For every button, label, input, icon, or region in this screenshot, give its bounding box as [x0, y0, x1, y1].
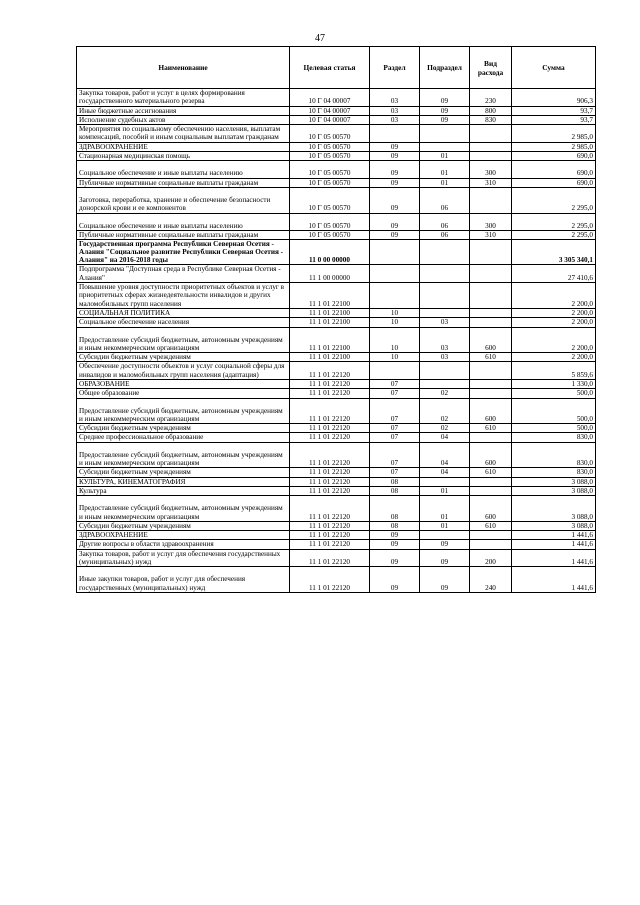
- table-row: [77, 115, 596, 124]
- row-amount: 690,0: [512, 152, 596, 161]
- row-amount: 3 088,0: [512, 477, 596, 486]
- row-section: 03: [370, 89, 420, 107]
- row-name: Стационарная медицинская помощь: [77, 152, 290, 161]
- table-row: [77, 308, 596, 317]
- row-target-article: 11 1 01 22120: [290, 433, 370, 442]
- row-name: Субсидии бюджетным учреждениям: [77, 521, 290, 530]
- row-name: Повышение уровня доступности приоритетных объектов и услуг в приоритетных сферах жизнедеятельности инвалидов и других маломобильных групп населения: [77, 283, 290, 309]
- table-row: [77, 89, 596, 107]
- row-name: Предоставление субсидий бюджетным, автономным учреждениям и иным некоммерческим организациям: [77, 442, 290, 468]
- row-target-article: 11 1 01 22120: [290, 362, 370, 380]
- row-target-article: 10 Г 04 00007: [290, 89, 370, 107]
- table-row: [77, 353, 596, 362]
- row-amount: 2 295,0: [512, 187, 596, 213]
- row-subsection: [420, 308, 470, 317]
- row-subsection: [420, 531, 470, 540]
- row-section: 09: [370, 178, 420, 187]
- row-subsection: 02: [420, 424, 470, 433]
- row-subsection: [420, 265, 470, 283]
- row-amount: 1 441,6: [512, 567, 596, 593]
- row-subsection: 04: [420, 442, 470, 468]
- row-name: Социальное обеспечение и иные выплаты населению: [77, 213, 290, 230]
- row-target-article: 11 1 01 22120: [290, 380, 370, 389]
- row-amount: 1 441,6: [512, 549, 596, 567]
- row-target-article: 11 1 01 22120: [290, 424, 370, 433]
- table-row: [77, 142, 596, 151]
- row-section: 10: [370, 308, 420, 317]
- row-name: Культура: [77, 486, 290, 495]
- row-section: [370, 362, 420, 380]
- table-row: [77, 380, 596, 389]
- table-row: [77, 531, 596, 540]
- table-row: [77, 178, 596, 187]
- row-subsection: [420, 125, 470, 143]
- row-target-article: 11 1 01 22120: [290, 477, 370, 486]
- row-subsection: 01: [420, 486, 470, 495]
- row-section: 07: [370, 398, 420, 424]
- row-subsection: 03: [420, 353, 470, 362]
- row-section: 09: [370, 187, 420, 213]
- row-name: Социальное обеспечение населения: [77, 318, 290, 327]
- row-expense-type: [470, 486, 512, 495]
- row-expense-type: [470, 531, 512, 540]
- row-section: 09: [370, 567, 420, 593]
- table-row: [77, 424, 596, 433]
- header-target-article: Целевая статья: [290, 47, 370, 89]
- row-name: Заготовка, переработка, хранение и обеспечение безопасности донорской крови и ее компонентов: [77, 187, 290, 213]
- row-subsection: 01: [420, 178, 470, 187]
- row-section: 03: [370, 115, 420, 124]
- row-subsection: [420, 362, 470, 380]
- table-row: [77, 213, 596, 230]
- row-expense-type: [470, 125, 512, 143]
- table-row: [77, 161, 596, 178]
- row-expense-type: 610: [470, 424, 512, 433]
- table-row: [77, 389, 596, 398]
- row-subsection: 02: [420, 389, 470, 398]
- row-section: 08: [370, 477, 420, 486]
- row-subsection: 06: [420, 230, 470, 239]
- header-amount: Сумма: [512, 47, 596, 89]
- row-target-article: 10 Г 05 00570: [290, 142, 370, 151]
- row-section: 09: [370, 540, 420, 549]
- table-row: [77, 187, 596, 213]
- row-name: Публичные нормативные социальные выплаты гражданам: [77, 178, 290, 187]
- row-expense-type: [470, 308, 512, 317]
- row-subsection: 09: [420, 106, 470, 115]
- row-expense-type: 600: [470, 496, 512, 522]
- row-name: Субсидии бюджетным учреждениям: [77, 468, 290, 477]
- row-amount: 906,3: [512, 89, 596, 107]
- row-name: Подпрограмма "Доступная среда в Республике Северная Осетия - Алания": [77, 265, 290, 283]
- row-subsection: 09: [420, 89, 470, 107]
- row-name: Закупка товаров, работ и услуг в целях формирования государственного материального резерва: [77, 89, 290, 107]
- row-target-article: 10 Г 05 00570: [290, 161, 370, 178]
- table-row: [77, 125, 596, 143]
- row-section: 09: [370, 161, 420, 178]
- row-subsection: 03: [420, 327, 470, 353]
- row-subsection: 01: [420, 521, 470, 530]
- row-subsection: 04: [420, 468, 470, 477]
- row-target-article: 11 1 01 22120: [290, 496, 370, 522]
- row-section: 10: [370, 327, 420, 353]
- row-amount: 2 985,0: [512, 142, 596, 151]
- header-name: Наименование: [77, 47, 290, 89]
- row-amount: 93,7: [512, 115, 596, 124]
- table-row: [77, 521, 596, 530]
- row-amount: 2 295,0: [512, 213, 596, 230]
- row-subsection: 09: [420, 549, 470, 567]
- row-target-article: 10 Г 05 00570: [290, 187, 370, 213]
- row-subsection: 06: [420, 213, 470, 230]
- table-row: [77, 240, 596, 265]
- budget-table: [76, 46, 596, 593]
- table-row: [77, 567, 596, 593]
- row-target-article: 10 Г 05 00570: [290, 125, 370, 143]
- row-amount: 500,0: [512, 389, 596, 398]
- table-header-row: [77, 47, 596, 89]
- row-section: 09: [370, 152, 420, 161]
- row-expense-type: [470, 362, 512, 380]
- row-target-article: 11 1 00 00000: [290, 265, 370, 283]
- row-subsection: 04: [420, 433, 470, 442]
- row-subsection: [420, 380, 470, 389]
- row-amount: 1 441,6: [512, 540, 596, 549]
- table-row: [77, 477, 596, 486]
- row-section: 08: [370, 496, 420, 522]
- row-expense-type: 610: [470, 521, 512, 530]
- row-expense-type: 310: [470, 230, 512, 239]
- row-expense-type: [470, 540, 512, 549]
- row-section: 09: [370, 549, 420, 567]
- row-target-article: 11 1 01 22120: [290, 398, 370, 424]
- row-section: 09: [370, 230, 420, 239]
- row-expense-type: [470, 477, 512, 486]
- row-expense-type: 200: [470, 549, 512, 567]
- row-target-article: 11 1 01 22120: [290, 540, 370, 549]
- row-subsection: 01: [420, 152, 470, 161]
- row-amount: 3 088,0: [512, 496, 596, 522]
- row-target-article: 10 Г 05 00570: [290, 213, 370, 230]
- row-expense-type: 830: [470, 115, 512, 124]
- row-section: 03: [370, 106, 420, 115]
- row-section: 10: [370, 318, 420, 327]
- row-name: Государственная программа Республики Северная Осетия - Алания "Социальное развитие Республики Северная Осетия - Алания" на 2016-2018 годы: [77, 240, 290, 265]
- row-section: [370, 283, 420, 309]
- row-amount: 2 200,0: [512, 318, 596, 327]
- table-row: [77, 327, 596, 353]
- row-subsection: 03: [420, 318, 470, 327]
- row-target-article: 11 1 01 22120: [290, 549, 370, 567]
- row-amount: 3 305 340,1: [512, 240, 596, 265]
- page-number: 47: [315, 33, 325, 44]
- row-target-article: 10 Г 05 00570: [290, 230, 370, 239]
- row-target-article: 11 0 00 00000: [290, 240, 370, 265]
- table-row: [77, 318, 596, 327]
- row-amount: 690,0: [512, 178, 596, 187]
- row-expense-type: 230: [470, 89, 512, 107]
- row-amount: 2 200,0: [512, 283, 596, 309]
- row-subsection: 01: [420, 161, 470, 178]
- row-target-article: 10 Г 04 00007: [290, 106, 370, 115]
- row-amount: 1 330,0: [512, 380, 596, 389]
- row-expense-type: [470, 283, 512, 309]
- row-section: 07: [370, 380, 420, 389]
- row-section: [370, 240, 420, 265]
- header-expense-type: Вид расхода: [470, 47, 512, 89]
- row-expense-type: [470, 187, 512, 213]
- row-target-article: 10 Г 04 00007: [290, 115, 370, 124]
- row-subsection: 09: [420, 540, 470, 549]
- row-subsection: [420, 240, 470, 265]
- row-name: Публичные нормативные социальные выплаты гражданам: [77, 230, 290, 239]
- row-name: Субсидии бюджетным учреждениям: [77, 424, 290, 433]
- table-row: [77, 106, 596, 115]
- row-amount: 500,0: [512, 424, 596, 433]
- table-row: [77, 152, 596, 161]
- row-expense-type: 610: [470, 468, 512, 477]
- row-amount: 93,7: [512, 106, 596, 115]
- row-target-article: 11 1 01 22100: [290, 327, 370, 353]
- row-subsection: 06: [420, 187, 470, 213]
- row-expense-type: [470, 389, 512, 398]
- row-name: КУЛЬТУРА, КИНЕМАТОГРАФИЯ: [77, 477, 290, 486]
- row-section: 10: [370, 353, 420, 362]
- row-expense-type: 600: [470, 327, 512, 353]
- row-section: 09: [370, 142, 420, 151]
- row-name: Мероприятия по социальному обеспечению населения, выплатам компенсаций, пособий и иным социальным выплатам гражданам: [77, 125, 290, 143]
- row-expense-type: [470, 152, 512, 161]
- row-subsection: 01: [420, 496, 470, 522]
- row-name: Предоставление субсидий бюджетным, автономным учреждениям и иным некоммерческим организациям: [77, 327, 290, 353]
- table-row: [77, 496, 596, 522]
- table-row: [77, 540, 596, 549]
- table-row: [77, 442, 596, 468]
- row-target-article: 11 1 01 22100: [290, 353, 370, 362]
- row-amount: 27 410,6: [512, 265, 596, 283]
- row-expense-type: 310: [470, 178, 512, 187]
- row-amount: 2 200,0: [512, 308, 596, 317]
- table-row: [77, 362, 596, 380]
- row-section: 09: [370, 531, 420, 540]
- row-expense-type: [470, 318, 512, 327]
- row-section: 08: [370, 521, 420, 530]
- row-name: Социальное обеспечение и иные выплаты населению: [77, 161, 290, 178]
- row-expense-type: 800: [470, 106, 512, 115]
- row-subsection: 09: [420, 115, 470, 124]
- row-name: Общее образование: [77, 389, 290, 398]
- row-name: СОЦИАЛЬНАЯ ПОЛИТИКА: [77, 308, 290, 317]
- row-expense-type: [470, 265, 512, 283]
- row-target-article: 11 1 01 22120: [290, 521, 370, 530]
- row-target-article: 11 1 01 22120: [290, 567, 370, 593]
- row-name: Субсидии бюджетным учреждениям: [77, 353, 290, 362]
- row-amount: 3 088,0: [512, 521, 596, 530]
- row-target-article: 11 1 01 22120: [290, 486, 370, 495]
- row-target-article: 11 1 01 22100: [290, 318, 370, 327]
- row-expense-type: 600: [470, 398, 512, 424]
- table-row: [77, 398, 596, 424]
- row-target-article: 11 1 01 22120: [290, 442, 370, 468]
- row-section: 07: [370, 389, 420, 398]
- table-row: [77, 549, 596, 567]
- row-expense-type: [470, 142, 512, 151]
- header-subsection: Подраздел: [420, 47, 470, 89]
- row-amount: 2 200,0: [512, 327, 596, 353]
- row-target-article: 11 1 01 22100: [290, 308, 370, 317]
- row-section: [370, 125, 420, 143]
- row-name: Закупка товаров, работ и услуг для обеспечения государственных (муниципальных) нужд: [77, 549, 290, 567]
- row-section: 09: [370, 213, 420, 230]
- row-name: Среднее профессиональное образование: [77, 433, 290, 442]
- row-subsection: 02: [420, 398, 470, 424]
- row-subsection: 09: [420, 567, 470, 593]
- row-expense-type: 240: [470, 567, 512, 593]
- row-amount: 690,0: [512, 161, 596, 178]
- row-amount: 2 200,0: [512, 353, 596, 362]
- row-target-article: 11 1 01 22120: [290, 531, 370, 540]
- row-amount: 830,0: [512, 433, 596, 442]
- table-row: [77, 486, 596, 495]
- row-amount: 5 859,6: [512, 362, 596, 380]
- table-row: [77, 283, 596, 309]
- row-section: [370, 265, 420, 283]
- row-name: ЗДРАВООХРАНЕНИЕ: [77, 531, 290, 540]
- row-section: 07: [370, 442, 420, 468]
- row-expense-type: 600: [470, 442, 512, 468]
- row-section: 07: [370, 424, 420, 433]
- row-amount: 500,0: [512, 398, 596, 424]
- row-name: Обеспечение доступности объектов и услуг социальной сферы для инвалидов и маломобильных групп населения (адаптация): [77, 362, 290, 380]
- table-row: [77, 468, 596, 477]
- row-name: Иные бюджетные ассигнования: [77, 106, 290, 115]
- row-expense-type: [470, 433, 512, 442]
- row-name: Иные закупки товаров, работ и услуг для обеспечения государственных (муниципальных) нужд: [77, 567, 290, 593]
- table-row: [77, 265, 596, 283]
- row-subsection: [420, 477, 470, 486]
- row-target-article: 11 1 01 22100: [290, 283, 370, 309]
- row-amount: 2 985,0: [512, 125, 596, 143]
- row-section: 07: [370, 468, 420, 477]
- row-target-article: 10 Г 05 00570: [290, 178, 370, 187]
- row-amount: 830,0: [512, 442, 596, 468]
- row-amount: 1 441,6: [512, 531, 596, 540]
- row-name: Предоставление субсидий бюджетным, автономным учреждениям и иным некоммерческим организациям: [77, 496, 290, 522]
- row-expense-type: 300: [470, 161, 512, 178]
- row-expense-type: [470, 240, 512, 265]
- row-target-article: 11 1 01 22120: [290, 389, 370, 398]
- row-amount: 830,0: [512, 468, 596, 477]
- row-name: ЗДРАВООХРАНЕНИЕ: [77, 142, 290, 151]
- row-subsection: [420, 283, 470, 309]
- row-target-article: 10 Г 05 00570: [290, 152, 370, 161]
- row-target-article: 11 1 01 22120: [290, 468, 370, 477]
- header-section: Раздел: [370, 47, 420, 89]
- row-amount: 3 088,0: [512, 486, 596, 495]
- row-name: Предоставление субсидий бюджетным, автономным учреждениям и иным некоммерческим организациям: [77, 398, 290, 424]
- row-name: Другие вопросы в области здравоохранения: [77, 540, 290, 549]
- row-expense-type: 610: [470, 353, 512, 362]
- table-row: [77, 433, 596, 442]
- row-expense-type: 300: [470, 213, 512, 230]
- row-section: 08: [370, 486, 420, 495]
- row-name: ОБРАЗОВАНИЕ: [77, 380, 290, 389]
- row-section: 07: [370, 433, 420, 442]
- row-amount: 2 295,0: [512, 230, 596, 239]
- row-subsection: [420, 142, 470, 151]
- table-row: [77, 230, 596, 239]
- row-expense-type: [470, 380, 512, 389]
- row-name: Исполнение судебных актов: [77, 115, 290, 124]
